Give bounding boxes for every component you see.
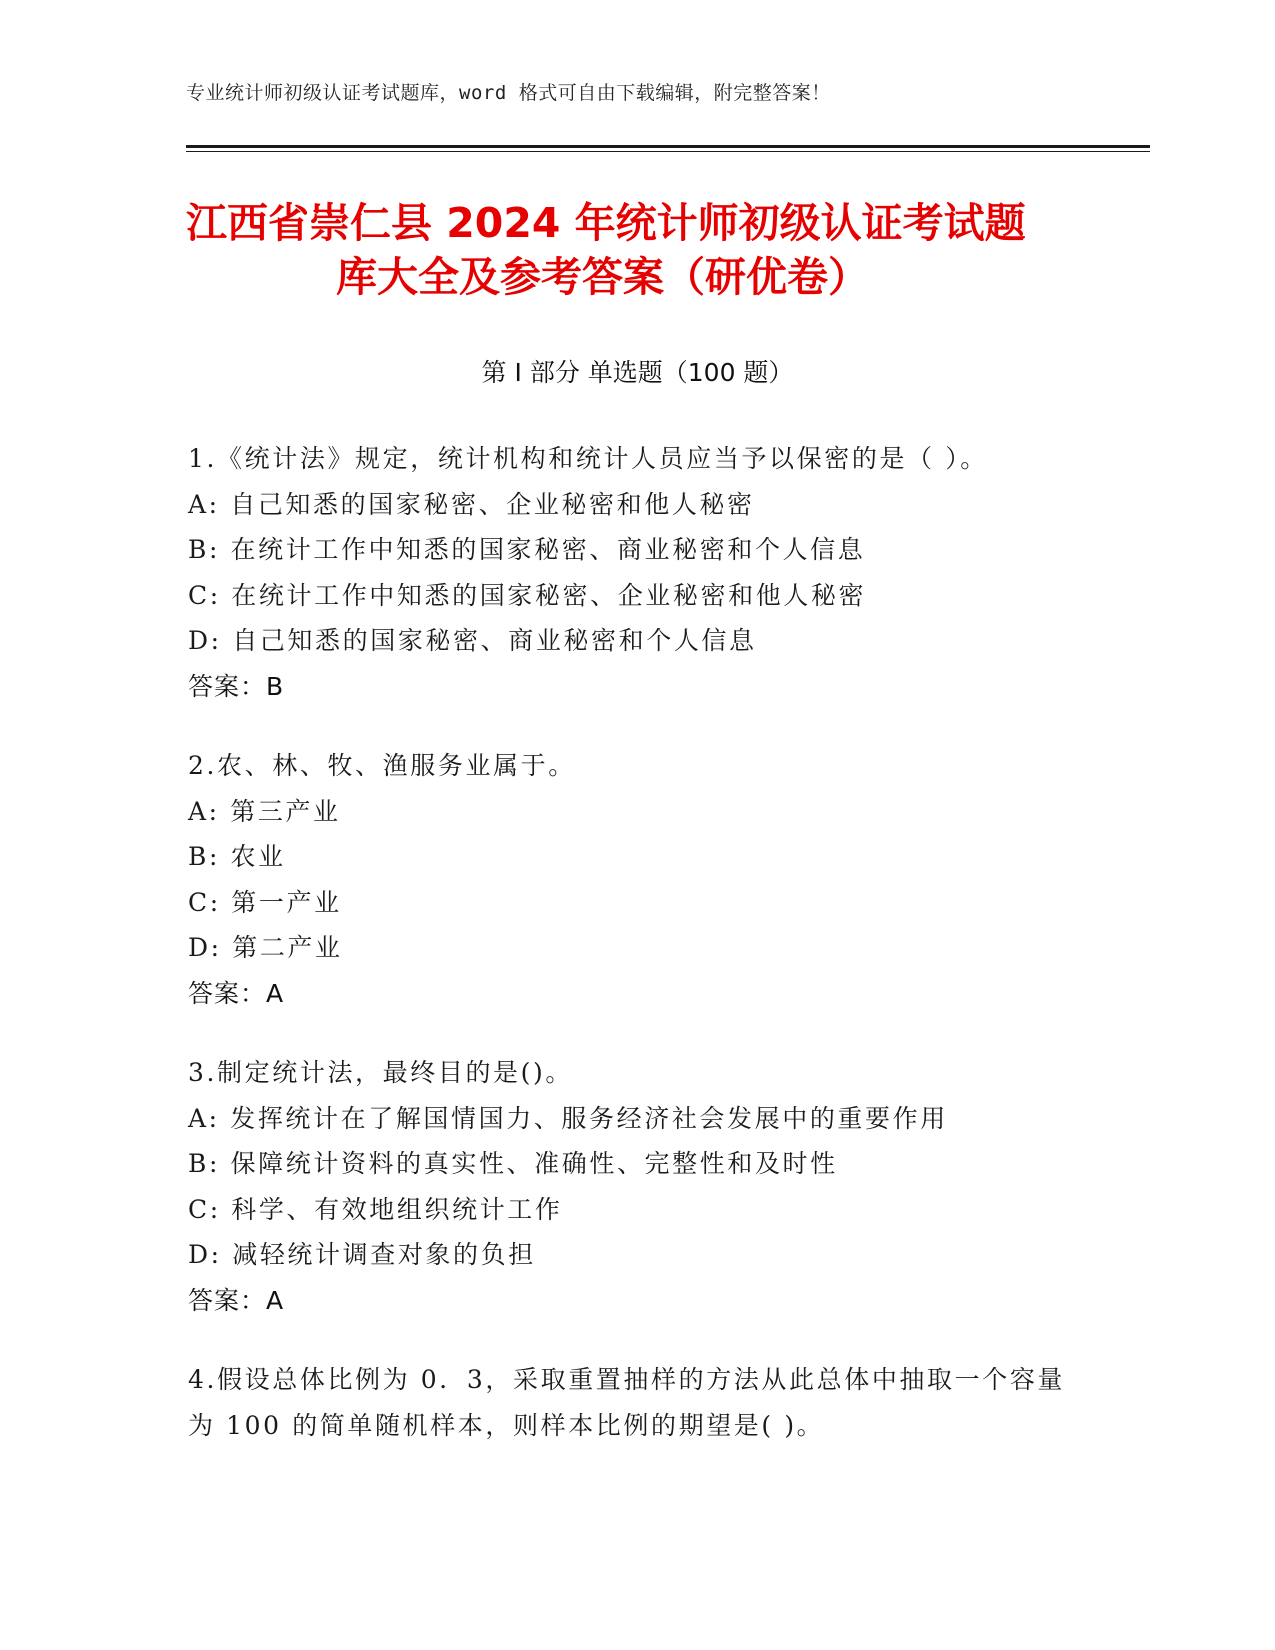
option-a: A: 发挥统计在了解国情国力、服务经济社会发展中的重要作用 — [188, 1103, 948, 1133]
option-d: D: 减轻统计调查对象的负担 — [188, 1240, 536, 1269]
answer-line: 答案：A — [188, 978, 285, 1008]
option-b: B: 保障统计资料的真实性、准确性、完整性和及时性 — [188, 1149, 838, 1178]
option-b: B: 农业 — [188, 842, 286, 871]
header-divider-thick — [186, 145, 1150, 148]
option-d: D: 第二产业 — [188, 933, 343, 962]
question-list — [188, 436, 1088, 1482]
option-c: C: 在统计工作中知悉的国家秘密、企业秘密和他人秘密 — [188, 580, 867, 610]
question-stem: 4.假设总体比例为 0．3，采取重置抽样的方法从此总体中抽取一个容量为 100 的简单随机样本，则样本比例的期望是( )。 — [188, 1365, 1066, 1440]
option-c: C: 第一产业 — [188, 887, 342, 917]
question-4 — [188, 1357, 1088, 1448]
document-title — [186, 196, 1086, 304]
question-1 — [188, 436, 1088, 709]
header-divider-thin — [186, 151, 1150, 152]
answer-line: 答案：A — [188, 1285, 285, 1315]
section-title: 第 I 部分 单选题（100 题） — [481, 358, 794, 387]
option-b: B: 在统计工作中知悉的国家秘密、商业秘密和个人信息 — [188, 535, 866, 564]
option-c: C: 科学、有效地组织统计工作 — [188, 1194, 563, 1224]
option-a: A: 第三产业 — [188, 796, 341, 826]
page-header-note: 专业统计师初级认证考试题库，word 格式可自由下载编辑，附完整答案！ — [186, 82, 831, 104]
document-title-line-1: 江西省崇仁县 2024 年统计师初级认证考试题 — [186, 199, 1026, 247]
question-2 — [188, 743, 1088, 1016]
option-d: D: 自己知悉的国家秘密、商业秘密和个人信息 — [188, 626, 757, 655]
option-a: A: 自己知悉的国家秘密、企业秘密和他人秘密 — [188, 489, 755, 519]
question-stem: 1.《统计法》规定，统计机构和统计人员应当予以保密的是（ ）。 — [188, 444, 988, 473]
document-title-line-2: 库大全及参考答案（研优卷） — [336, 253, 869, 301]
answer-line: 答案：B — [188, 671, 285, 701]
question-3 — [188, 1050, 1088, 1323]
question-stem: 2.农、林、牧、渔服务业属于。 — [188, 751, 576, 780]
question-stem: 3.制定统计法，最终目的是()。 — [188, 1058, 573, 1087]
